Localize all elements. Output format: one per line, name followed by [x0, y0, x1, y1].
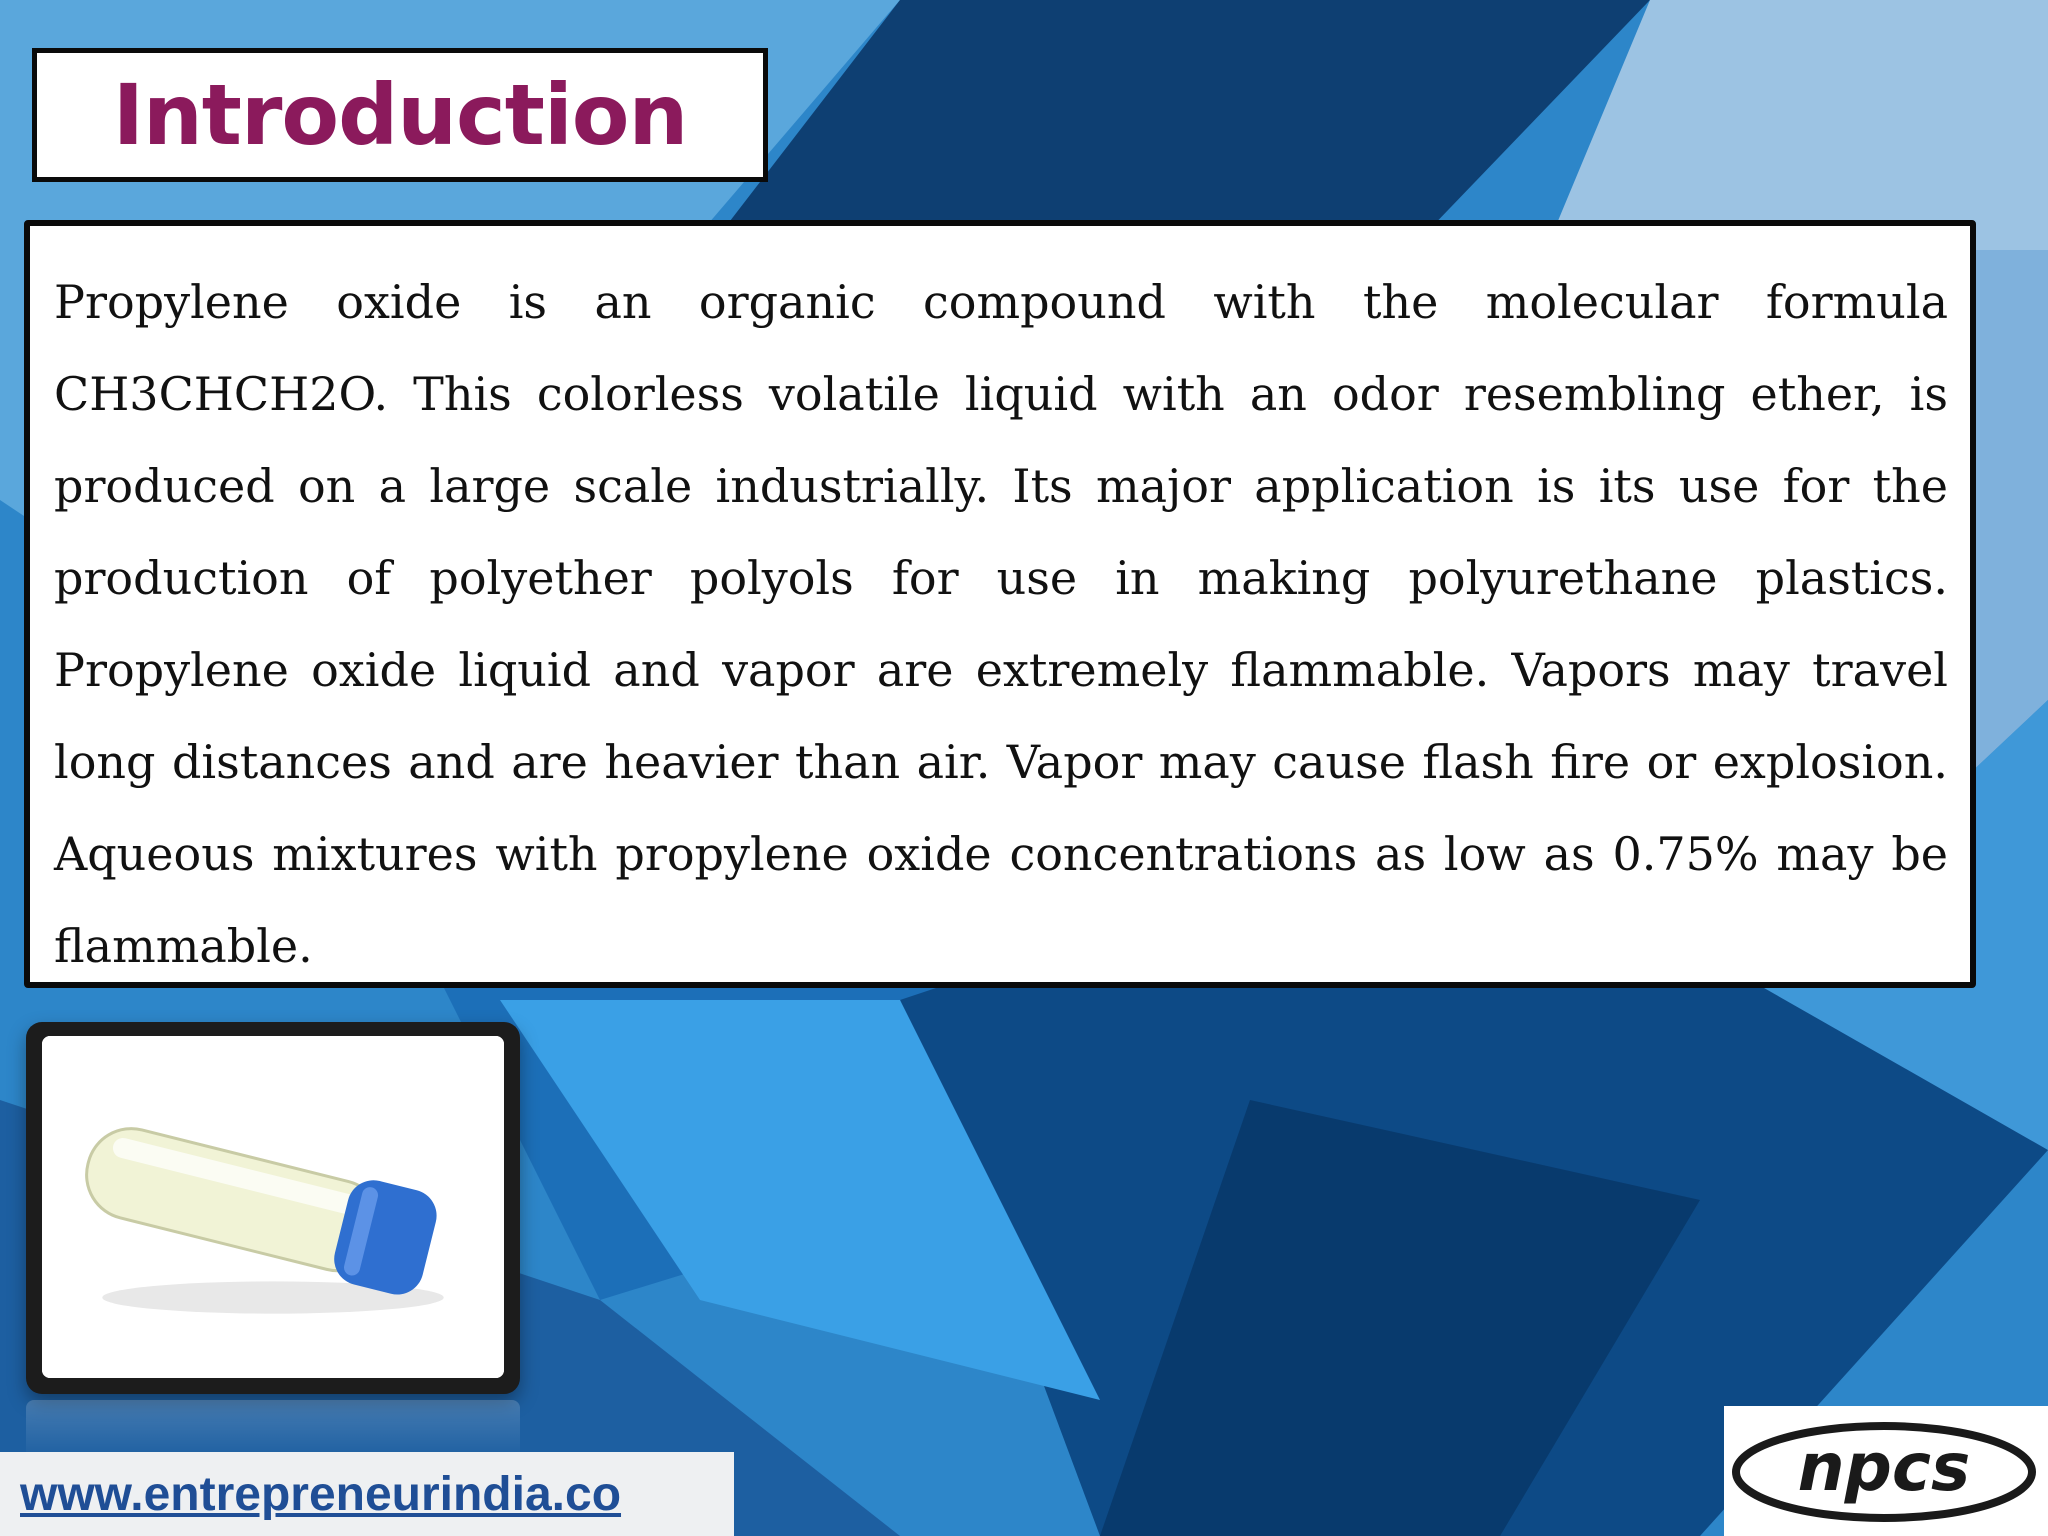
- vial-icon: [42, 1036, 504, 1378]
- body-paragraph: Propylene oxide is an organic compound with the molecular formula CH3CHCH2O. This colorless volatile liquid with an odor resembling ether, is produced on a large scale industrially. Its major application is its use for the production of polyether polyols for use in making polyurethane plastics. Propylene oxide liquid and vapor are extremely flammable. Vapors may travel long distances and are heavier than air. Vapor may cause flash fire or explosion. Aqueous mixtures with propylene oxide concentrations as low as 0.75% may be flammable.: [54, 275, 1948, 973]
- website-bar: [0, 1452, 734, 1536]
- body-text-box: [24, 220, 1976, 988]
- slide-title: Introduction: [112, 66, 688, 164]
- website-link[interactable]: www.entrepreneurindia.co: [20, 1467, 622, 1521]
- product-photo-frame: [26, 1022, 520, 1394]
- logo-text: npcs: [1797, 1429, 1971, 1506]
- photo-reflection: [26, 1400, 520, 1460]
- npcs-logo-icon: [1724, 1406, 2048, 1536]
- title-box: [32, 48, 768, 182]
